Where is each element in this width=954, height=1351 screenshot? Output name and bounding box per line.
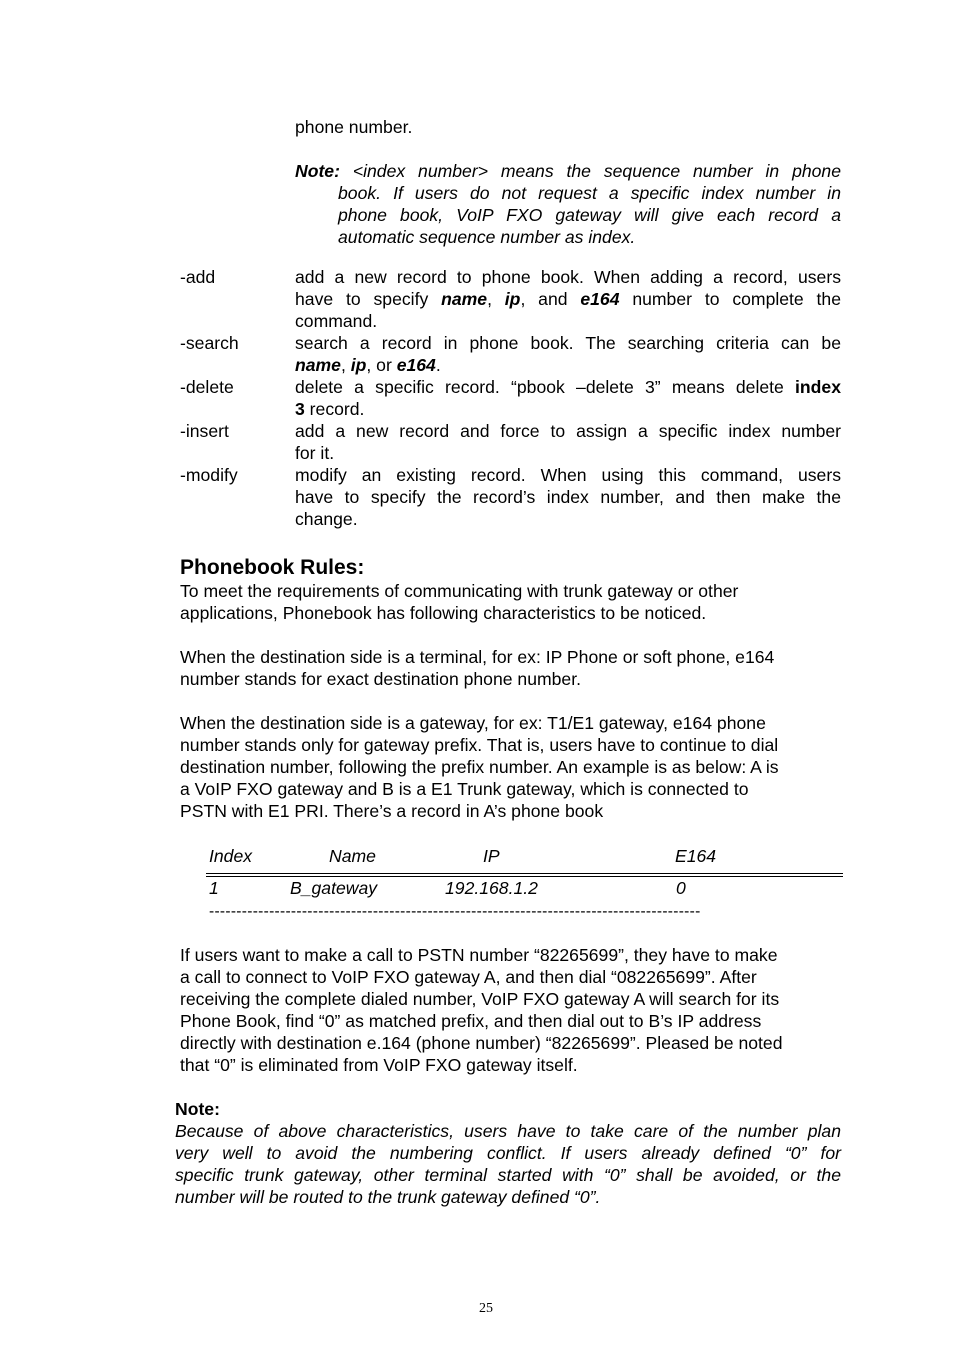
option-description-line	[295, 464, 841, 486]
final-note-line-3: specific trunk gateway, other terminal started with “0” shall be avoided, or the	[175, 1165, 841, 1185]
section-heading: Phonebook Rules:	[180, 556, 365, 579]
para1-line-2: applications, Phonebook has following characteristics to be noticed.	[180, 603, 707, 623]
option-text: record.	[304, 399, 365, 419]
option-param: ip	[504, 289, 521, 309]
para3-line-5: PSTN with E1 PRI. There’s a record in A’s phone book	[180, 801, 604, 821]
option-text: add a new record to phone book. When adding a record, users	[295, 267, 841, 287]
para4-line-3: receiving the complete dialed number, VoIP FXO gateway A will search for its	[180, 989, 780, 1009]
option-text: ,	[340, 355, 351, 375]
table-header-e164: E164	[675, 846, 717, 866]
table-cell-name: B_gateway	[290, 878, 378, 898]
option-description-line	[295, 508, 358, 530]
final-note-line-2: very well to avoid the numbering conflict. If users already defined “0” for	[175, 1143, 841, 1163]
table-cell-e164: 0	[676, 878, 686, 898]
option-flag: -add	[180, 267, 216, 287]
option-description-line	[295, 354, 441, 376]
table-header-index: Index	[209, 846, 253, 866]
option-description-line	[295, 442, 334, 464]
option-param: name	[441, 289, 488, 309]
option-text: have to specify	[295, 289, 442, 309]
option-text: , and	[520, 289, 581, 309]
table-rule-top	[206, 873, 843, 874]
option-text: delete a specific record. “pbook –delete 3” means delete	[295, 377, 796, 397]
page-number: 25	[479, 1301, 493, 1316]
option-param: name	[295, 355, 341, 375]
option-text: number to complete the	[619, 289, 842, 309]
para3-line-3: destination number, following the prefix number. An example is as below: A is	[180, 757, 779, 777]
para2-line-2: number stands for exact destination phone number.	[180, 669, 581, 689]
note-label: Note:	[295, 161, 340, 181]
option-description-line	[295, 288, 841, 310]
option-text: add a new record and force to assign a specific index number	[295, 421, 841, 441]
final-note-line-4: number will be routed to the trunk gateway defined “0”.	[175, 1187, 601, 1207]
para3-line-1: When the destination side is a gateway, for ex: T1/E1 gateway, e164 phone	[180, 713, 766, 733]
para3-line-2: number stands only for gateway prefix. That is, users have to continue to dial	[180, 735, 779, 755]
table-dashes: ------------------------------------------------------------------------------------------	[209, 903, 701, 920]
option-text: search a record in phone book. The searching criteria can be	[295, 333, 841, 353]
table-header-ip: IP	[483, 846, 500, 866]
index-note-line-3: phone book, VoIP FXO gateway will give each record a	[338, 205, 841, 225]
option-emphasis: 3	[295, 399, 305, 419]
option-description-line	[295, 310, 377, 332]
para4-line-2: a call to connect to VoIP FXO gateway A, and then dial “082265699”. After	[180, 967, 757, 987]
final-note-label: Note:	[175, 1099, 220, 1119]
final-note-line-1: Because of above characteristics, users have to take care of the number plan	[175, 1121, 841, 1141]
option-param: e164	[396, 355, 436, 375]
index-note-line-1	[295, 160, 841, 182]
option-description-line	[295, 332, 841, 354]
option-flag: -search	[180, 333, 239, 353]
para4-line-1: If users want to make a call to PSTN number “82265699”, they have to make	[180, 945, 778, 965]
option-text: command.	[295, 311, 378, 331]
option-text: , or	[366, 355, 397, 375]
para4-line-5: directly with destination e.164 (phone number) “82265699”. Pleased be noted	[180, 1033, 783, 1053]
index-note-line-2: book. If users do not request a specific index number in	[338, 183, 841, 203]
table-header-name: Name	[329, 846, 376, 866]
index-note-line-4: automatic sequence number as index.	[338, 227, 636, 247]
option-emphasis: index	[795, 377, 841, 397]
para4-line-4: Phone Book, find “0” as matched prefix, and then dial out to B’s IP address	[180, 1011, 762, 1031]
option-text: ,	[487, 289, 505, 309]
option-flag: -insert	[180, 421, 229, 441]
option-description-line	[295, 376, 841, 398]
option-description-line	[295, 266, 841, 288]
option-param: ip	[350, 355, 367, 375]
para3-line-4: a VoIP FXO gateway and B is a E1 Trunk gateway, which is connected to	[180, 779, 749, 799]
para1-line-1: To meet the requirements of communicating with trunk gateway or other	[180, 581, 739, 601]
para2-line-1: When the destination side is a terminal, for ex: IP Phone or soft phone, e164	[180, 647, 775, 667]
option-text: .	[435, 355, 441, 375]
option-param: e164	[580, 289, 620, 309]
option-description-line	[295, 420, 841, 442]
option-text: change.	[295, 509, 358, 529]
option-text: have to specify the record’s index number, and then make the	[295, 487, 841, 507]
intro-line: phone number.	[295, 117, 413, 137]
para4-line-6: that “0” is eliminated from VoIP FXO gateway itself.	[180, 1055, 578, 1075]
table-cell-index: 1	[209, 878, 219, 898]
table-cell-ip: 192.168.1.2	[445, 878, 538, 898]
option-flag: -modify	[180, 465, 238, 485]
note-text: <index number> means the sequence number in phone	[352, 161, 841, 181]
option-description-line	[295, 398, 364, 420]
option-text: modify an existing record. When using this command, users	[295, 465, 841, 485]
option-text: for it.	[295, 443, 335, 463]
option-description-line	[295, 486, 841, 508]
option-flag: -delete	[180, 377, 234, 397]
